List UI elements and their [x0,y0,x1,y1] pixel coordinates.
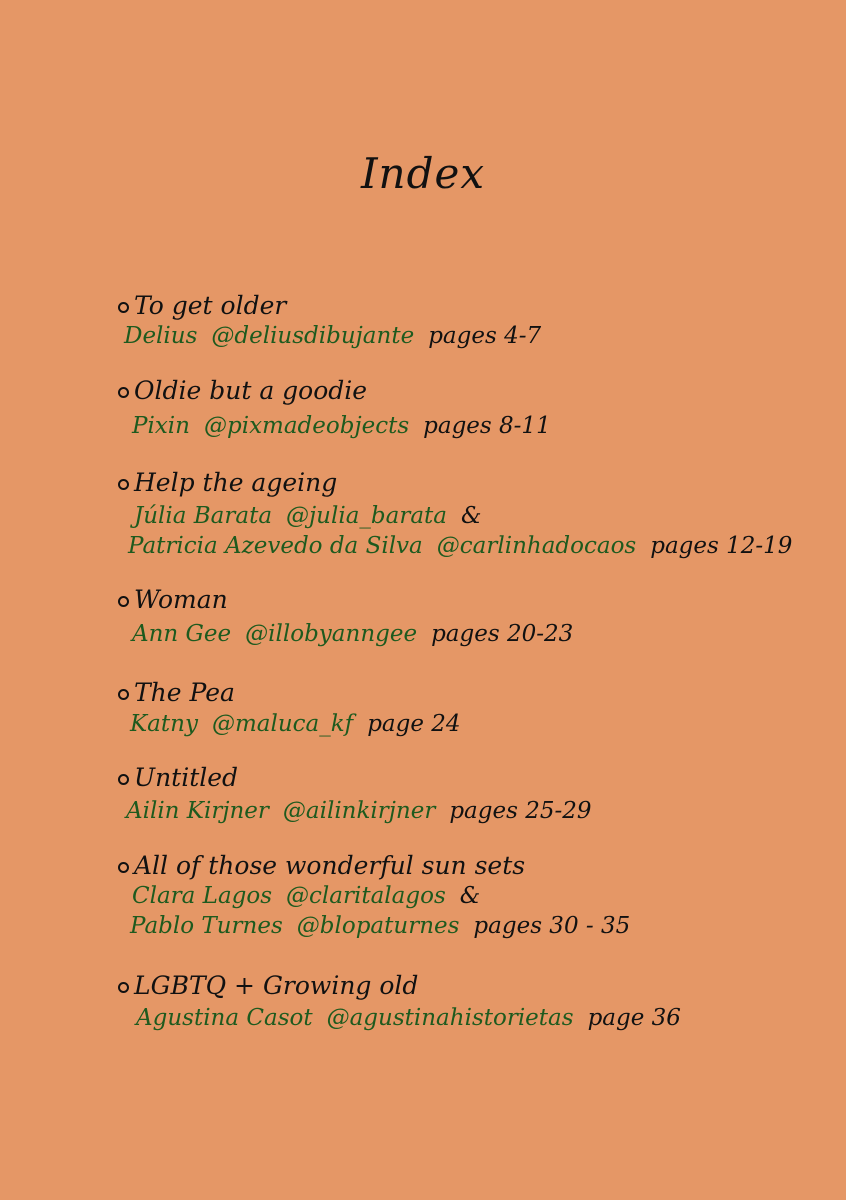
artist-name: Pablo Turnes [130,913,283,939]
entry-title-text: LGBTQ + Growing old [134,971,419,1000]
bullet-icon [118,479,129,490]
entry-title [118,850,525,882]
entry-credit-line [130,910,630,942]
entry-title-text: Help the ageing [134,468,338,497]
page-range: pages 12-19 [650,533,793,559]
artist-handle: @claritalagos [286,883,446,909]
bullet-icon [118,982,129,993]
page-range: pages 8-11 [423,413,551,439]
page-range: pages 20-23 [431,621,574,647]
page-range: page 24 [367,711,461,737]
artist-handle: @deliusdibujante [211,323,415,349]
page-range: pages 30 - 35 [473,913,631,939]
entry-title [118,290,286,322]
entry-title [118,467,337,499]
entry-credit-line [124,320,541,352]
entry-title-text: Untitled [134,763,239,792]
artist-handle: @pixmadeobjects [203,413,410,439]
artist-name: Ann Gee [132,621,232,647]
entry-title-text: The Pea [134,678,235,707]
artist-handle: @carlinhadocaos [436,533,637,559]
entry-title [118,375,367,407]
entry-credit-line [126,795,592,827]
artist-handle: @maluca_kf [211,711,354,737]
entry-title-text: Woman [134,585,228,614]
ampersand: & [459,883,481,909]
bullet-icon [118,387,129,398]
artist-name: Júlia Barata [134,503,273,529]
artist-name: Clara Lagos [132,883,273,909]
artist-handle: @agustinahistorietas [326,1005,574,1031]
artist-handle: @illobyanngee [245,621,418,647]
artist-name: Ailin Kirjner [126,798,269,824]
artist-name: Patricia Azevedo da Silva [128,533,423,559]
entry-title [118,584,228,616]
entry-credit-line [132,618,573,650]
entry-title-text: Oldie but a goodie [134,376,368,405]
entry-title [118,762,238,794]
artist-handle: @blopaturnes [296,913,460,939]
page-range: pages 25-29 [449,798,592,824]
artist-name: Katny [130,711,198,737]
entry-title-text: All of those wonderful sun sets [134,851,526,880]
ampersand: & [461,503,482,529]
bullet-icon [118,774,129,785]
artist-handle: @ailinkirjner [282,798,436,824]
entry-title-text: To get older [134,291,287,320]
entry-credit-line [134,500,496,532]
entry-title [118,677,235,709]
entry-title [118,970,418,1002]
bullet-icon [118,689,129,700]
page-range: pages 4-7 [428,323,542,349]
bullet-icon [118,302,129,313]
artist-name: Delius [124,323,198,349]
bullet-icon [118,596,129,607]
entry-credit-line [136,1002,681,1034]
artist-name: Pixin [132,413,190,439]
page-title: Index [360,149,486,198]
entry-credit-line [128,530,792,562]
artist-handle: @julia_barata [286,503,448,529]
bullet-icon [118,862,129,873]
page-range: page 36 [587,1005,681,1031]
entry-credit-line [132,410,551,442]
entry-credit-line [130,708,461,740]
artist-name: Agustina Casot [136,1005,313,1031]
entry-credit-line [132,880,494,912]
